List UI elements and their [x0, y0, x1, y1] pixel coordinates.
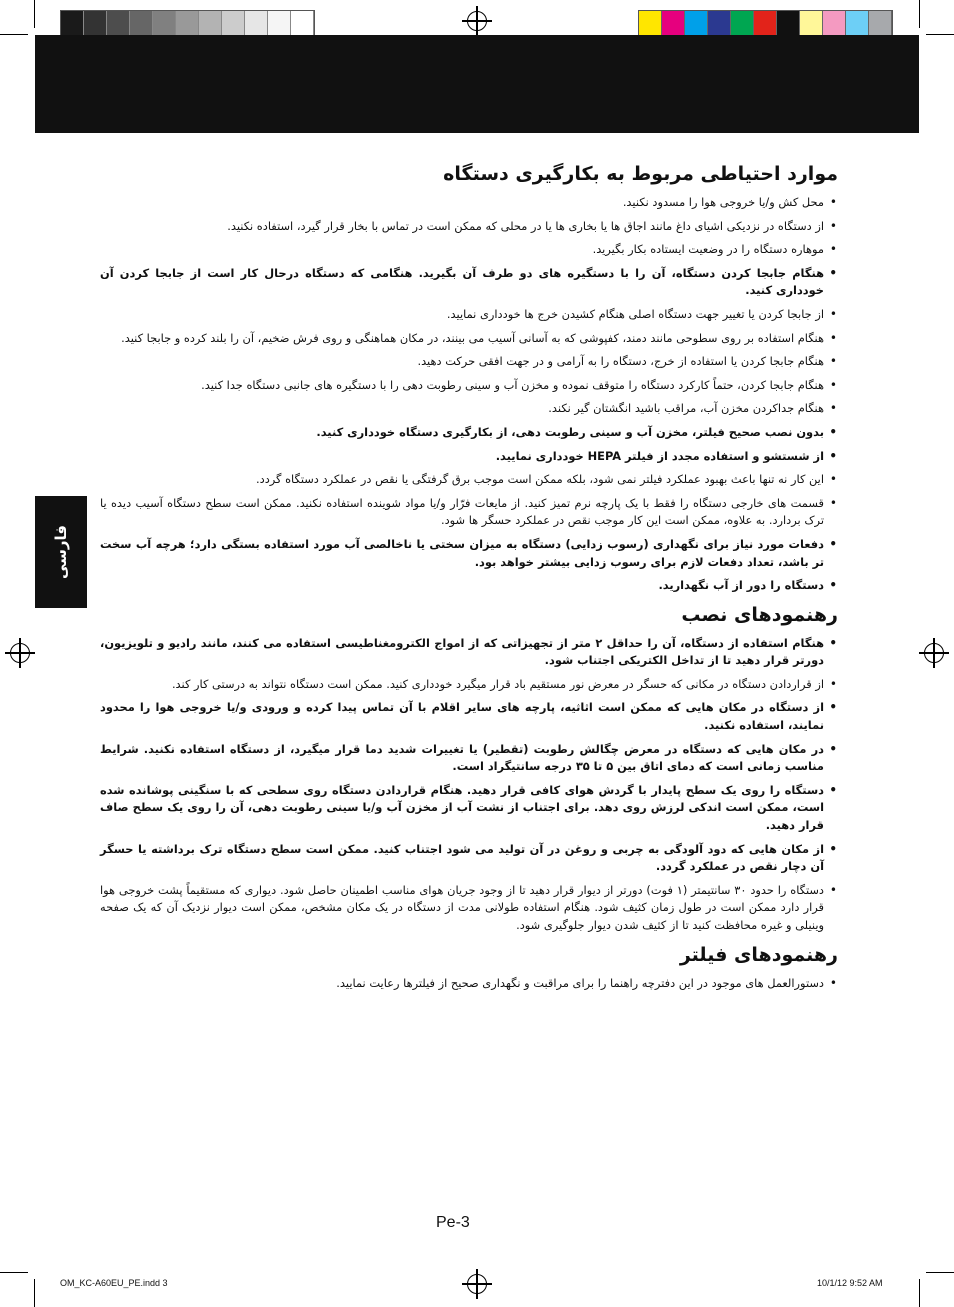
section-title-operation-precautions: موارد احتیاطی مربوط به بکارگیری دستگاه — [443, 163, 838, 185]
grayscale-swatch — [291, 11, 314, 35]
list-item: • از جابجا کردن یا تغییر جهت دستگاه اصلی هنگام کشیدن خرج ها خودداری نمایید. — [100, 306, 838, 324]
list-item: • دستگاه را دور از آب نگهدارید. — [100, 577, 838, 595]
list-item: • دستورالعمل های موجود در این دفترچه راهنما را برای مراقبت و نگهداری صحیح از فیلترها رعایت نمایید. — [100, 975, 838, 993]
color-calibration-bar — [638, 10, 893, 36]
registration-mark-icon — [467, 1274, 487, 1294]
grayscale-swatch — [245, 11, 268, 35]
list-item: • از دستگاه در مکان هایی که ممکن است اثاثیه، پارچه های ساير اقلام با آن تماس پیدا کرده و ورودی و/یا خروجی هوا را محدود نمایند، استفاده نکنید. — [100, 699, 838, 734]
registration-mark-icon — [10, 643, 30, 663]
color-swatch — [823, 11, 846, 35]
language-tab-label: فارسی — [52, 524, 70, 580]
color-swatch — [846, 11, 869, 35]
crop-mark — [0, 1272, 28, 1273]
color-swatch — [800, 11, 823, 35]
color-swatch — [639, 11, 662, 35]
list-item: • در مکان هایی که دستگاه در معرض چگالش رطوبت (تقطیر) یا تغییرات شدید دما قرار میگیرد، از دستگاه استفاده نکنید. شرایط مناسب زمانی است که دمای اتاق بین ۵ تا ۳۵ درجه سانتیگراد است. — [100, 741, 838, 776]
list-item: • محل کش و/یا خروجی هوا را مسدود نکنید. — [100, 194, 838, 212]
section-title-filter: رهنمودهای فیلتر — [679, 943, 838, 966]
registration-mark-icon — [467, 11, 487, 31]
list-item: • از دستگاه در نزدیکی اشیای داغ مانند اجاق ها یا بخاری ها یا در محلی که ممکن است در تماس با بخار قرار گیرد، استفاده نکنید. — [100, 218, 838, 236]
page-number: Pe-3 — [436, 1214, 470, 1231]
color-swatch — [662, 11, 685, 35]
list-item: • دفعات مورد نیاز برای نگهداری (رسوب زدایی) دستگاه به میزان سختی یا ناخالصی آب مورد استفاده بستگی دارد؛ هرچه آب سخت تر باشد، تعداد دفعات لازم برای رسوب زدایی بیشتر خواهد بود. — [100, 536, 838, 571]
crop-mark — [919, 0, 920, 28]
crop-mark — [0, 34, 28, 35]
color-swatch — [869, 11, 892, 35]
grayscale-swatch — [84, 11, 107, 35]
precautions-list — [100, 194, 838, 595]
section-title-installation: رهنمودهای نصب — [681, 603, 838, 626]
footer-file-name: OM_KC-A60EU_PE.indd 3 — [60, 1278, 168, 1288]
list-item: • هنگام استفاده از دستگاه، آن را حداقل ۲ متر از تجهیزاتی که از امواج الکترومغناطیسی استفاده می کنند، مانند رادیو و تلویزیون، دورتر قرار دهید تا از تداخل الکتریکی اجتناب شود. — [100, 635, 838, 670]
grayscale-calibration-bar — [60, 10, 315, 36]
filter-list — [100, 975, 838, 993]
color-swatch — [708, 11, 731, 35]
grayscale-swatch — [222, 11, 245, 35]
header-band — [35, 35, 919, 133]
list-item: • قسمت های خارجی دستگاه را فقط با یک پارچه نرم تمیز کنید. از مایعات فرّار و/یا مواد شوینده استفاده نکنید. ممکن است سطح دستگاه آسیب دیده یا ترک بردارد. به علاوه، ممکن است این کار موجب نقص در عملکرد حسگر ها شود. — [100, 495, 838, 530]
footer-date-time: 10/1/12 9:52 AM — [817, 1278, 883, 1288]
list-item: • از شستشو و استفاده مجدد از فیلتر HEPA خودداری نمایید. — [100, 448, 838, 466]
color-swatch — [731, 11, 754, 35]
list-item: • هنگام استفاده بر روی سطوحی مانند دمند، کفپوشی که به آسانی آسیب می بینند، در مکان هماهنگی و روی فرش ضخیم، آن را بلند کرده و جابجا کنید. — [100, 330, 838, 348]
grayscale-swatch — [61, 11, 84, 35]
color-swatch — [754, 11, 777, 35]
main-content — [100, 160, 838, 998]
installation-list — [100, 635, 838, 935]
color-swatch — [685, 11, 708, 35]
list-item: • بدون نصب صحیح فیلتر، مخزن آب و سینی رطوبت دهی، از بکارگیری دستگاه خودداری کنید. — [100, 424, 838, 442]
color-swatch — [777, 11, 800, 35]
list-item: • دستگاه را حدود ۳۰ سانتیمتر (۱ فوت) دورتر از دیوار قرار دهید تا از وجود جریان هوای مناسب اطمینان حاصل شود. دیواری که مستقیماً پشت خروجی هوا قرار دارد ممکن است در طول زمان کثیف شود. هنگام استفاده طولانی مدت از دستگاه در یک مکان مشخص، ممکن است دیوار نزدیک آن که یک صفحه وینیلی و غیره محافظت کنید تا از کثیف شدن دیوار جلوگیری شود. — [100, 882, 838, 935]
grayscale-swatch — [199, 11, 222, 35]
crop-mark — [926, 34, 954, 35]
grayscale-swatch — [107, 11, 130, 35]
list-item: • هنگام جابجا کردن یا استفاده از خرج، دستگاه را به آرامی و در جهت افقی حرکت دهید. — [100, 353, 838, 371]
crop-mark — [926, 1272, 954, 1273]
grayscale-swatch — [130, 11, 153, 35]
grayscale-swatch — [153, 11, 176, 35]
list-item: • از قراردادن دستگاه در مکانی که حسگر در معرض نور مستقیم باد قرار میگیرد خودداری کنید. ممکن است دستگاه نتواند به درستی کار کند. — [100, 676, 838, 694]
crop-mark — [34, 1279, 35, 1307]
grayscale-swatch — [268, 11, 291, 35]
crop-mark — [34, 0, 35, 28]
list-item: • هنگام جابجا کردن دستگاه، آن را با دستگیره های دو طرف آن بگیرید. هنگامی که دستگاه درحال کار است از جابجا کردن آن خودداری کنید. — [100, 265, 838, 300]
list-item: • از مکان هایی که دود آلودگی به چربی و روغن در آن تولید می شود اجتناب کنید. ممکن است سطح دستگاه ترک برداشته یا حسگر آن دچار نقص در عملکرد گردد. — [100, 841, 838, 876]
list-item: • این کار نه تنها باعث بهبود عملکرد فیلتر نمی شود، بلکه ممکن است موجب برق گرفتگی یا نقص در عملکرد دستگاه گردد. — [100, 471, 838, 489]
list-item: • دستگاه را روی یک سطح پایدار با گردش هوای کافی قرار دهید. هنگام قراردادن دستگاه روی سطحی که با سنگینی پوشانده شده است، ممکن است اندکی لرزش روی دهد. برای اجتناب از نشت آب از مخزن آب و/یا سینی رطوبت دهی، آن را روی یک سطح صاف قرار دهید. — [100, 782, 838, 835]
crop-mark — [919, 1279, 920, 1307]
registration-mark-icon — [924, 643, 944, 663]
list-item: • هنگام جابجا کردن، حتماً کارکرد دستگاه را متوقف نموده و مخزن آب و سینی رطوبت دهی را با دستگیره های جانبی دستگاه جدا کنید. — [100, 377, 838, 395]
list-item: • موهاره دستگاه را در وضعیت ایستاده بکار بگیرید. — [100, 241, 838, 259]
grayscale-swatch — [176, 11, 199, 35]
list-item: • هنگام جداکردن مخزن آب، مراقب باشید انگشتان گیر نکند. — [100, 400, 838, 418]
language-tab — [35, 496, 87, 608]
